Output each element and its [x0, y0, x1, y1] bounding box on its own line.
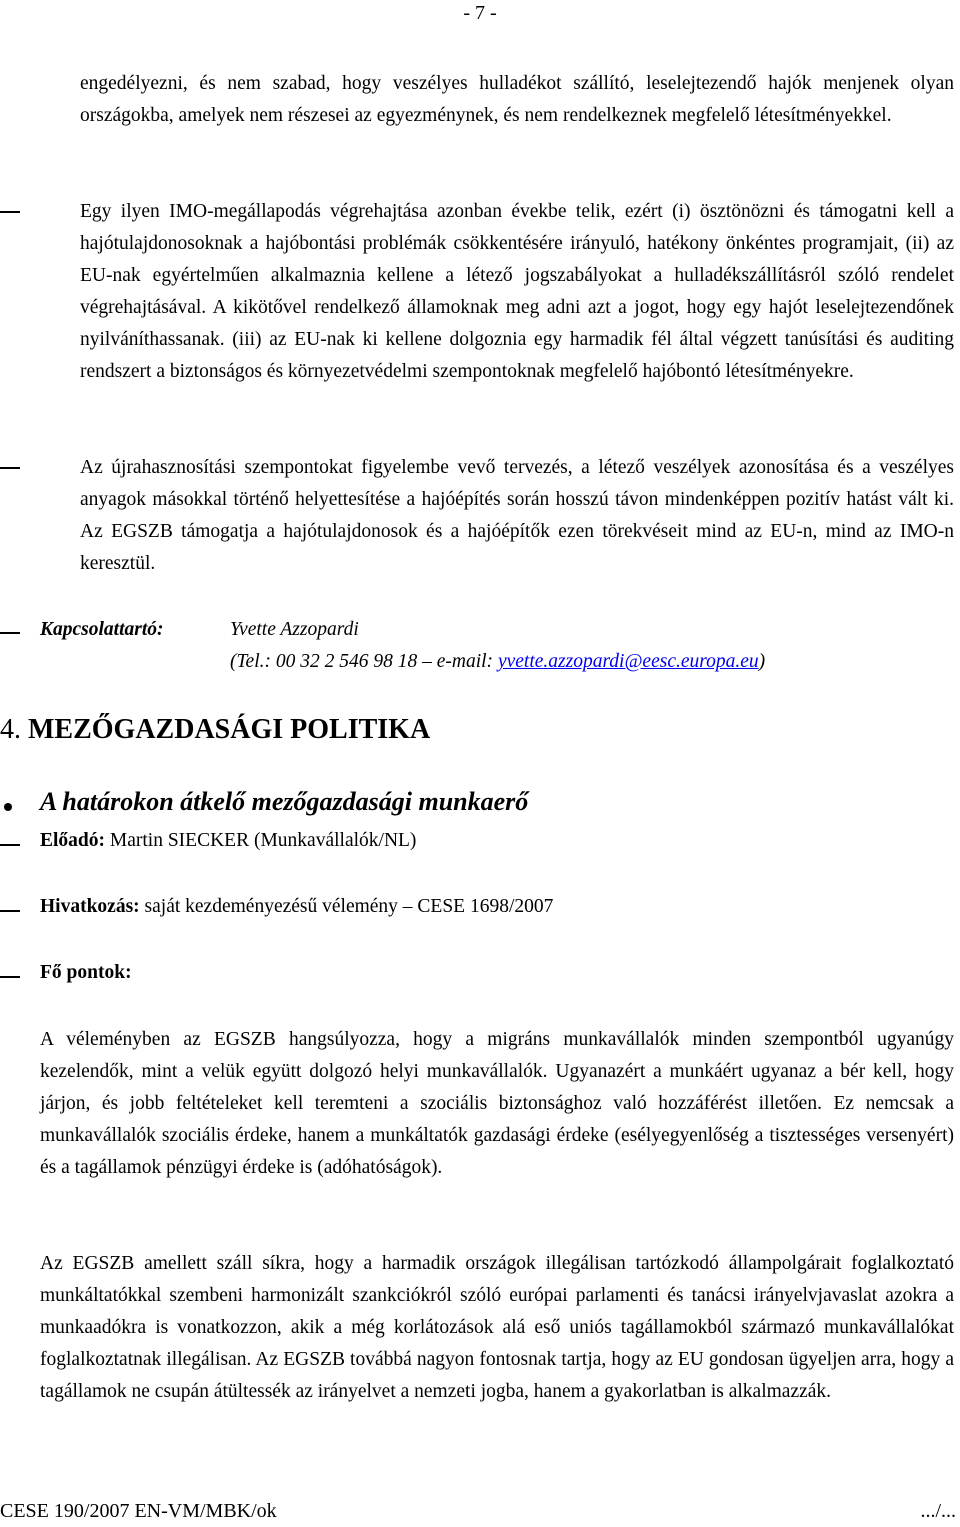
section-title: MEZŐGAZDASÁGI POLITIKA — [28, 714, 431, 745]
bullet-paragraph-1: Egy ilyen IMO-megállapodás végrehajtása azonban évekbe telik, ezért (i) ösztönözni és támogatni kell a hajótulajdonosoknak a hajóbontási problémák csökkentésére irányuló, hatékony önkéntes programjait, (ii) az EU-nak egyértelműen alkalmaznia kellene a létező jogszabályokat a hulladékszállításról szóló rendelet végrehajtásával. A kikötővel rendelkező államoknak meg adni azt a jogot, hogy egy hajót leselejtezendőnek nyilváníthassanak. (iii) az EU-nak ki kellene dolgoznia egy harmadik fél által végzett tanúsítási és auditing rendszert a biztonságos és környezetvédelmi szempontoknak megfelelő hajóbontó létesítményekre. — [80, 201, 954, 382]
footer-right: .../... — [920, 1500, 956, 1522]
section-heading — [0, 714, 430, 746]
contact-details — [230, 651, 765, 673]
dash-bullet-icon — [0, 211, 20, 213]
body-paragraph-1: A véleményben az EGSZB hangsúlyozza, hogy a migráns munkavállalók minden szempontból ugyanúgy kezelendők, mint a velük együtt dolgozó helyi munkavállalók. Ugyanazért a munkáért ugyanaz a bér kell, hogy járjon, és jobb feltételeket kell teremteni a szociális biztonsághoz való hozzáférést illetően. Ez nemcsak a munkavállalók szociális érdeke, hanem a munkáltatók gazdasági érdeke (esélyegyenlőség a tisztességes versenyért) és a tagállamok pénzügyi érdeke is (adóhatóságok). — [40, 1029, 954, 1178]
contact-email-link[interactable]: yvette.azzopardi@eesc.europa.eu — [497, 651, 759, 672]
reference-value: saját kezdeményezésű vélemény – CESE 1698/2007 — [139, 896, 554, 917]
contact-tel-end: ) — [758, 651, 766, 672]
dash-bullet-icon — [0, 467, 20, 469]
bullet-paragraph-2: Az újrahasznosítási szempontokat figyelembe vevő tervezés, a létező veszélyek azonosítása és a veszélyes anyagok másokkal történő helyettesítése a hajóépítés során hosszú távon mindenképpen pozitív hatást vált ki. Az EGSZB támogatja a hajótulajdonosok és a hajóépítők ezen törekvéseit mind az EU-n, mind az IMO-n keresztül. — [80, 457, 954, 574]
item-title: A határokon átkelő mezőgazdasági munkaerő — [40, 787, 529, 816]
reference-label: Hivatkozás: — [40, 896, 140, 917]
contact-name: Yvette Azzopardi — [230, 619, 359, 640]
rapporteur-label: Előadó: — [40, 830, 106, 851]
dash-bullet-icon — [0, 910, 20, 912]
dash-bullet-icon — [0, 632, 20, 634]
reference-line — [40, 896, 553, 918]
key-points-label: Fő pontok: — [40, 962, 132, 983]
contact-label — [40, 619, 164, 641]
rapporteur-line — [40, 830, 416, 852]
dash-bullet-icon — [0, 976, 20, 978]
footer-left: CESE 190/2007 EN-VM/MBK/ok — [0, 1500, 277, 1522]
rapporteur-value: Martin SIECKER (Munkavállalók/NL) — [105, 830, 417, 851]
contact-tel: (Tel.: 00 32 2 546 98 18 – e-mail: — [230, 651, 498, 672]
dash-bullet-icon — [0, 844, 20, 846]
round-bullet-icon — [4, 803, 12, 811]
body-paragraph-2: Az EGSZB amellett száll síkra, hogy a harmadik országok illegálisan tartózkodó állampolgárait foglalkoztató munkáltatókkal szembeni harmonizált szankciókról szóló európai parlamenti és tanácsi irányelvjavaslat azokra a munkaadókra is vonatkozzon, akik a még korlátozások alá eső uniós tagállamokból származó munkavállalókat foglalkoztatnak illegálisan. Az EGSZB továbbá nagyon fontosnak tartja, hogy az EU gondosan ügyeljen arra, hogy a tagállamok ne csupán átültessék az irányelvet a nemzeti jogba, hanem a gyakorlatban is alkalmazzák. — [40, 1253, 954, 1402]
contact-label-text: Kapcsolattartó: — [40, 619, 164, 640]
page-number: - 7 - — [463, 2, 497, 24]
continuation-paragraph: engedélyezni, és nem szabad, hogy veszélyes hulladékot szállító, leselejtezendő hajók menjenek olyan országokba, amelyek nem részesei az egyezménynek, és nem rendelkeznek megfelelő létesítményekkel. — [80, 73, 954, 126]
section-number: 4. — [0, 714, 21, 745]
